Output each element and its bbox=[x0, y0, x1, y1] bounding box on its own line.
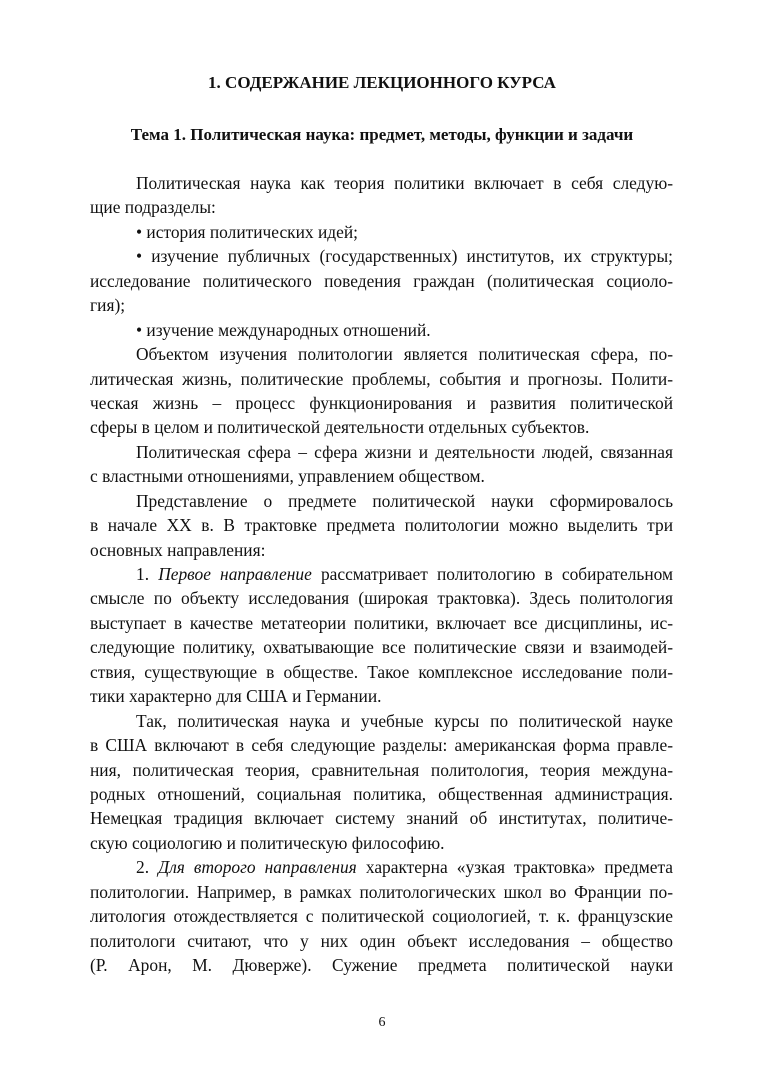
text-line: Объектом изучения политологии является политическая сфера, по- bbox=[136, 344, 673, 365]
page-number: 6 bbox=[378, 1015, 386, 1030]
text-line: • история политических идей; bbox=[136, 221, 358, 242]
text-line: в начале XX в. В трактовке предмета политологии можно выделить три bbox=[90, 515, 673, 536]
text-line: Политическая наука как теория политики включает в себя следую- bbox=[136, 173, 673, 193]
text-line: • изучение публичных (государственных) институтов, их структуры; bbox=[136, 246, 673, 267]
text-line: Представление о предмете политической науки сформировалось bbox=[136, 490, 673, 511]
text-line: скую социологию и политическую философию. bbox=[90, 832, 445, 853]
text-line: литическая жизнь, политические проблемы, события и прогнозы. Полити- bbox=[90, 368, 673, 389]
topic-heading: Тема 1. Политическая наука: предмет, методы, функции и задачи bbox=[130, 125, 634, 144]
text-line: Политическая сфера – сфера жизни и деятельности людей, связанная bbox=[136, 441, 673, 462]
text-fragment: рассматривает политологию в собирательном bbox=[311, 564, 673, 584]
text-line: Немецкая традиция включает систему знаний об институтах, политиче- bbox=[90, 808, 673, 829]
text-line: с властными отношениями, управлением обществом. bbox=[90, 466, 485, 487]
text-line: родных отношений, социальная политика, общественная администрация. bbox=[90, 783, 673, 804]
text-line: щие подразделы: bbox=[90, 197, 216, 218]
text-line: смысле по объекту исследования (широкая трактовка). Здесь политология bbox=[90, 588, 673, 609]
body-text bbox=[90, 171, 673, 977]
text-line bbox=[90, 855, 673, 879]
text-line: исследование политического поведения граждан (политическая социоло- bbox=[90, 270, 673, 291]
italic-term: Для второго направления bbox=[158, 857, 357, 878]
text-line bbox=[90, 562, 673, 586]
text-fragment: характерна «узкая трактовка» предмета bbox=[356, 857, 674, 878]
text-line: политологии. Например, в рамках политологических школ во Франции по- bbox=[90, 881, 673, 902]
text-line: сферы в целом и политической деятельности отдельных субъектов. bbox=[90, 417, 590, 438]
text-fragment: 1. bbox=[136, 564, 159, 584]
text-line: Так, политическая наука и учебные курсы по политической науке bbox=[136, 710, 673, 731]
text-line: в США включают в себя следующие разделы: американская форма правле- bbox=[90, 735, 673, 756]
text-line: тики характерно для США и Германии. bbox=[90, 686, 382, 707]
italic-term: Первое направление bbox=[158, 564, 312, 584]
text-line: следующие политику, охватывающие все политические связи и взаимодей- bbox=[90, 637, 673, 658]
text-line: политологи считают, что у них один объект исследования – общество bbox=[90, 930, 673, 951]
text-line: (Р. Арон, М. Дюверже). Сужение предмета политической науки bbox=[90, 955, 673, 975]
text-line: • изучение международных отношений. bbox=[136, 319, 431, 340]
chapter-heading: 1. СОДЕРЖАНИЕ ЛЕКЦИОННОГО КУРСА bbox=[208, 73, 556, 92]
text-line: литология отождествляется с политической социологией, т. к. французские bbox=[90, 906, 673, 927]
text-line: гия); bbox=[90, 295, 126, 316]
text-line: основных направления: bbox=[90, 539, 266, 560]
text-line: ческая жизнь – процесс функционирования и развития политической bbox=[90, 392, 673, 413]
text-fragment: 2. bbox=[136, 857, 159, 878]
text-line: ствия, существующие в обществе. Такое комплексное исследование поли- bbox=[90, 661, 673, 682]
text-line: ния, политическая теория, сравнительная политология, теория междуна- bbox=[90, 759, 673, 780]
text-line: выступает в качестве метатеории политики, включает все дисциплины, ис- bbox=[90, 612, 673, 633]
